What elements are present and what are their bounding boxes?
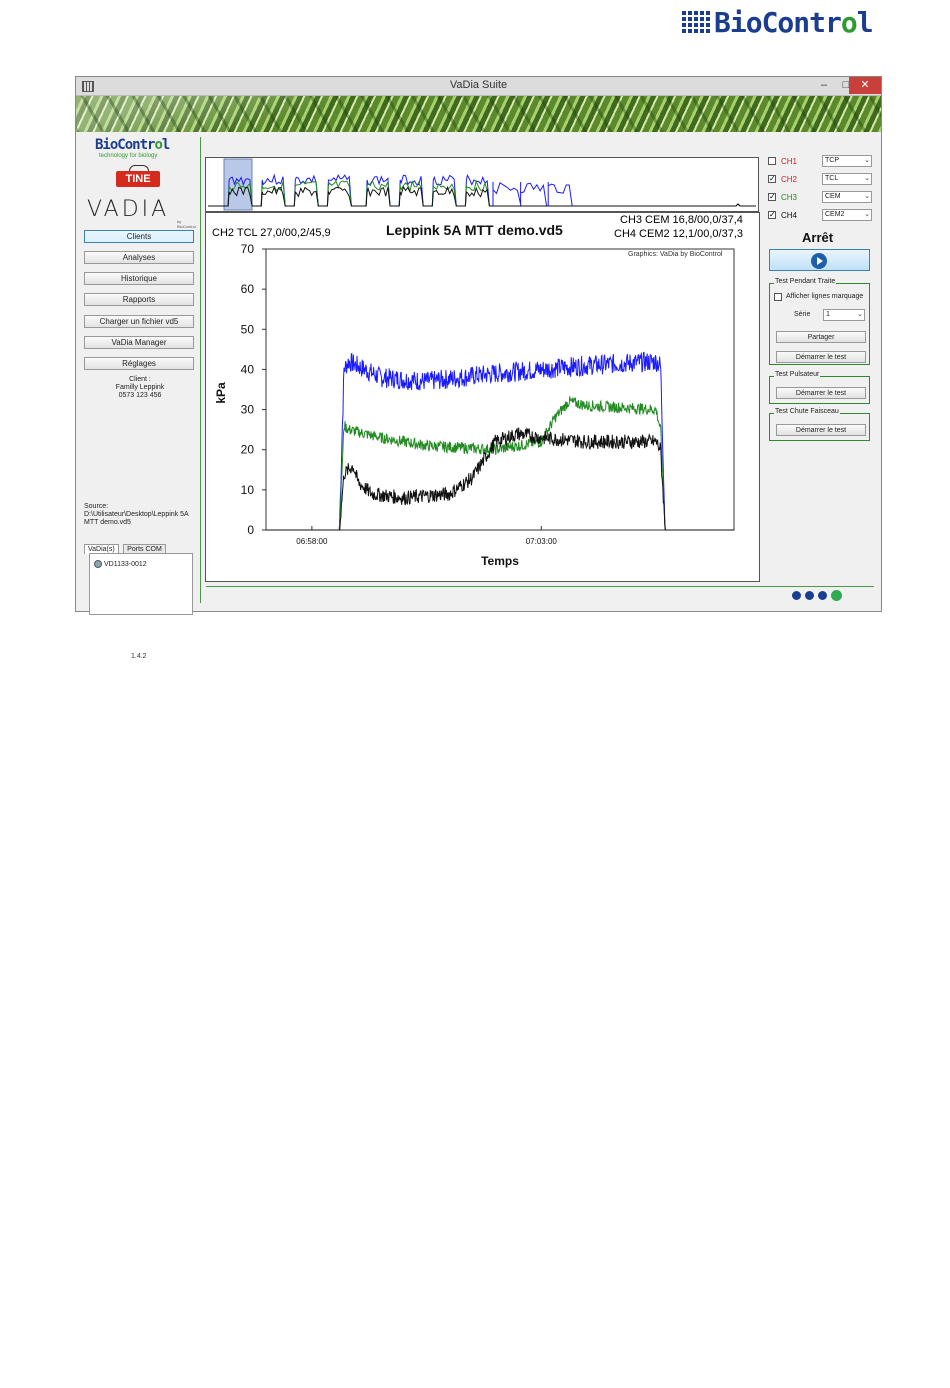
app-window xyxy=(75,76,882,660)
ch4-label: CH4 xyxy=(781,211,798,220)
ch3-summary-label: CH3 CEM 16,8/00,0/37,4 xyxy=(620,214,743,226)
device-icon xyxy=(94,560,102,568)
ch4-summary-label: CH4 CEM2 12,1/00,0/37,3 xyxy=(614,228,744,240)
list-item[interactable] xyxy=(94,560,192,568)
pulsator-start-button[interactable]: Démarrer le test xyxy=(776,387,866,399)
status-dot-active-icon xyxy=(831,590,842,601)
tab-vadias[interactable]: VaDia(s) xyxy=(84,544,119,554)
close-button[interactable]: ✕ xyxy=(849,77,881,94)
chevron-down-icon: ⌄ xyxy=(857,311,863,318)
tab-ports-com[interactable]: Ports COM xyxy=(123,544,166,554)
biocontrol-document-logo xyxy=(682,4,874,40)
logo-tagline: technology for biology xyxy=(99,153,158,159)
version-label: 1.4.2 xyxy=(131,653,147,660)
connection-status xyxy=(792,591,846,601)
grass-banner xyxy=(76,96,881,132)
source-label: Source: xyxy=(84,503,109,510)
chart-title: Leppink 5A MTT demo.vd5 xyxy=(386,222,563,238)
ch4-checkbox[interactable]: ✓ xyxy=(769,210,776,219)
ch4-type-select[interactable]: CEM2 ⌄ xyxy=(822,209,872,221)
y-tick-label: 10 xyxy=(240,482,254,497)
test-pulsateur-group xyxy=(769,371,870,404)
main-chart xyxy=(205,212,760,582)
nav-historique-button[interactable]: Historique xyxy=(84,272,194,285)
start-test-button[interactable]: Démarrer le test xyxy=(776,351,866,363)
group-label: Test Pendant Traite xyxy=(775,278,836,285)
tine-logo: TINE xyxy=(116,171,160,187)
channel-row-ch1 xyxy=(768,155,878,169)
nav-clients-button[interactable]: Clients xyxy=(84,230,194,243)
panel-divider xyxy=(200,137,201,603)
test-pendant-traite-group xyxy=(769,278,870,365)
y-tick-label: 70 xyxy=(240,242,254,256)
status-dot-icon xyxy=(818,591,827,600)
cluster-drop-start-button[interactable]: Démarrer le test xyxy=(776,424,866,436)
group-label: Test Chute Faisceau xyxy=(775,408,839,415)
nav-analyses-button[interactable]: Analyses xyxy=(84,251,194,264)
ch2-summary-label: CH2 TCL 27,0/00,2/45,9 xyxy=(212,227,331,239)
play-icon xyxy=(811,253,827,269)
client-phone: 0573 123 456 xyxy=(118,392,162,399)
device-label: VD1133-0012 xyxy=(104,560,147,568)
overview-strip[interactable] xyxy=(205,157,759,212)
ch1-type-select[interactable]: TCP ⌄ xyxy=(822,155,872,167)
ch1-checkbox[interactable] xyxy=(768,157,776,165)
chevron-down-icon: ⌄ xyxy=(864,175,870,182)
test-chute-faisceau-group xyxy=(769,408,870,441)
x-axis-label: Temps xyxy=(481,554,519,568)
client-name: Familly Leppink xyxy=(115,384,165,391)
device-tabs xyxy=(84,538,166,551)
chevron-down-icon: ⌄ xyxy=(864,157,870,164)
y-tick-label: 40 xyxy=(240,362,254,377)
client-label: Client : xyxy=(129,376,151,383)
x-tick-label: 06:58:00 xyxy=(296,537,328,546)
minimize-button[interactable]: – xyxy=(820,79,828,91)
ch2-type-select[interactable]: TCL ⌄ xyxy=(822,173,872,185)
x-tick-label: 07:03:00 xyxy=(525,537,557,546)
status-dot-icon xyxy=(805,591,814,600)
source-info xyxy=(84,503,196,527)
nav-vadia-manager-button[interactable]: VaDia Manager xyxy=(84,336,194,349)
logo-wordmark: BioControl xyxy=(714,5,873,39)
chart-plot-svg xyxy=(206,213,759,581)
serie-select[interactable]: 1 ⌄ xyxy=(823,309,865,321)
chevron-down-icon: ⌄ xyxy=(864,193,870,200)
channel-row-ch2 xyxy=(768,173,878,187)
share-button[interactable]: Partager xyxy=(776,331,866,343)
y-tick-label: 0 xyxy=(247,523,254,537)
ch3-type-select[interactable]: CEM ⌄ xyxy=(822,191,872,203)
start-button[interactable] xyxy=(769,249,870,271)
show-markers-checkbox[interactable] xyxy=(774,293,782,301)
nav-reglages-button[interactable]: Réglages xyxy=(84,357,194,370)
ch3-label: CH3 xyxy=(781,193,798,202)
left-panel xyxy=(81,135,199,660)
channel-row-ch4 xyxy=(768,209,878,223)
biocontrol-logo: BioControl technology for biology xyxy=(95,137,195,159)
logo-dots-icon xyxy=(682,11,710,33)
device-list xyxy=(89,553,193,615)
y-tick-label: 60 xyxy=(240,282,254,297)
group-label: Test Pulsateur xyxy=(775,371,820,378)
ch2-checkbox[interactable]: ✓ xyxy=(769,174,776,183)
maximize-button[interactable]: □ xyxy=(842,79,850,91)
ch3-checkbox[interactable]: ✓ xyxy=(769,192,776,201)
title-bar[interactable] xyxy=(76,77,881,96)
status-dot-icon xyxy=(792,591,801,600)
y-axis-label: kPa xyxy=(214,382,228,404)
source-path: D:\Utilisateur\Desktop\Leppink 5A MTT demo.vd5 xyxy=(84,511,189,526)
serie-label: Série xyxy=(794,311,811,318)
y-tick-label: 30 xyxy=(240,402,254,417)
ch2-label: CH2 xyxy=(781,175,798,184)
vadia-logo: VADIA xyxy=(87,197,170,222)
nav-load-vd5-button[interactable]: Charger un fichier vd5 xyxy=(84,315,194,328)
graphics-credit: Graphics: VaDia by BioControl xyxy=(628,251,723,258)
window-title: VaDia Suite xyxy=(449,79,508,91)
show-markers-label: Afficher lignes marquage xyxy=(786,293,864,300)
y-tick-label: 50 xyxy=(240,322,254,337)
status-divider xyxy=(206,586,874,587)
status-label: Arrêt xyxy=(802,230,834,245)
nav-rapports-button[interactable]: Rapports xyxy=(84,293,194,306)
vadia-by-label: by BioControl xyxy=(177,219,196,229)
channel-row-ch3 xyxy=(768,191,878,205)
y-tick-label: 20 xyxy=(240,442,254,457)
chevron-down-icon: ⌄ xyxy=(864,211,870,218)
overview-chart[interactable] xyxy=(206,158,758,211)
ch1-label: CH1 xyxy=(781,157,798,166)
